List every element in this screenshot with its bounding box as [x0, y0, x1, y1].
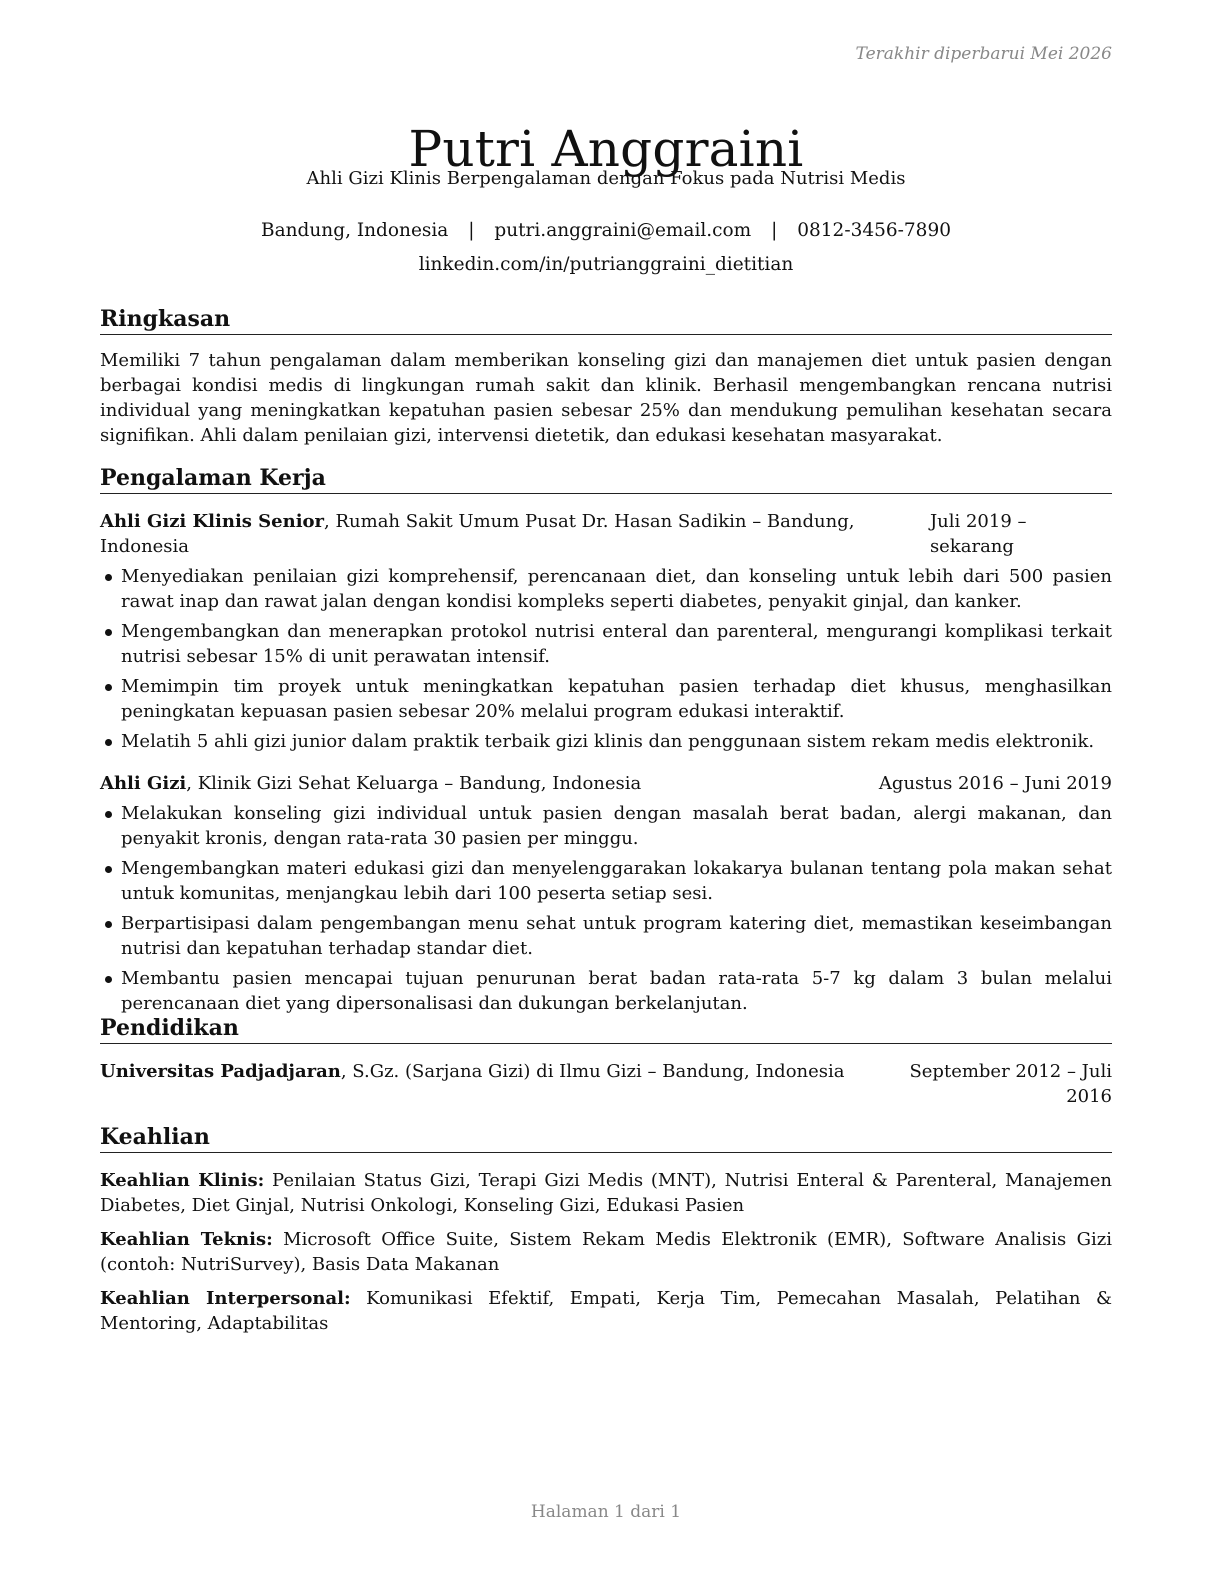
resume-page [100, 0, 1112, 1584]
skill-label: Keahlian Interpersonal: [100, 1288, 351, 1309]
job-bullet: Membantu pasien mencapai tujuan penurunan berat badan rata-rata 5-7 kg dalam 3 bulan melalui perencanaan diet yang dipersonalisasi dan dukungan berkelanjutan. [100, 966, 1112, 1016]
degree: , S.Gz. (Sarjana Gizi) di Ilmu Gizi – Bandung, Indonesia [340, 1061, 845, 1082]
last-updated-note: Terakhir diperbarui Mei 2026 [855, 44, 1112, 64]
skills-section [100, 1123, 1112, 1345]
phone-number: 0812-3456-7890 [797, 220, 951, 241]
contact-line [100, 220, 1112, 241]
contact-separator: | [771, 220, 778, 241]
job-organization: , Rumah Sakit Umum Pusat Dr. Hasan Sadikin – Bandung, Indonesia [100, 511, 855, 557]
job-bullet: Memimpin tim proyek untuk meningkatkan kepatuhan pasien terhadap diet khusus, menghasilkan peningkatan kepuasan pasien sebesar 20% melalui program edukasi interaktif. [100, 674, 1112, 724]
skill-list: Penilaian Status Gizi, Terapi Gizi Medis (MNT), Nutrisi Enteral & Parenteral, Manajemen Diabetes, Diet Ginjal, Nutrisi Onkologi, Konseling Gizi, Edukasi Pasien [100, 1170, 1113, 1216]
email-link[interactable]: putri.anggraini@email.com [494, 220, 752, 241]
job-entry [100, 509, 1112, 754]
job-bullet: Melatih 5 ahli gizi junior dalam praktik terbaik gizi klinis dan penggunaan sistem rekam medis elektronik. [100, 729, 1112, 754]
skill-group-clinical [100, 1168, 1112, 1218]
section-title-experience: Pengalaman Kerja [100, 464, 1112, 494]
experience-section [100, 464, 1112, 1021]
job-organization: , Klinik Gizi Sehat Keluarga – Bandung, Indonesia [186, 773, 642, 794]
linkedin-link[interactable]: linkedin.com/in/putrianggraini_dietitian [418, 254, 794, 275]
job-entry [100, 771, 1112, 1016]
job-dates: Agustus 2016 – Juni 2019 [878, 773, 1112, 794]
job-dates: Juli 2019 – sekarang [929, 511, 1027, 557]
job-bullet: Mengembangkan materi edukasi gizi dan menyelenggarakan lokakarya bulanan tentang pola makan sehat untuk komunitas, menjangkau lebih dari 100 peserta setiap sesi. [100, 856, 1112, 906]
skill-list: Microsoft Office Suite, Sistem Rekam Medis Elektronik (EMR), Software Analisis Gizi (contoh: NutriSurvey), Basis Data Makanan [100, 1229, 1112, 1275]
section-title-education: Pendidikan [100, 1014, 1112, 1044]
location: Bandung, Indonesia [261, 220, 449, 241]
candidate-name: Putri Anggraini [408, 119, 804, 178]
summary-text: Memiliki 7 tahun pengalaman dalam memberikan konseling gizi dan manajemen diet untuk pasien dengan berbagai kondisi medis di lingkungan rumah sakit dan klinik. Berhasil mengembangkan rencana nutrisi individual yang meningkatkan kepatuhan pasien sebesar 25% dan mendukung pemulihan kesehatan secara signifikan. Ahli dalam penilaian gizi, intervensi dietetik, dan edukasi kesehatan masyarakat. [100, 350, 1112, 446]
school-name: Universitas Padjadjaran [100, 1061, 341, 1082]
job-role: Ahli Gizi Klinis Senior [100, 511, 325, 532]
job-bullet: Menyediakan penilaian gizi komprehensif, perencanaan diet, dan konseling untuk lebih dari 500 pasien rawat inap dan rawat jalan dengan kondisi kompleks seperti diabetes, penyakit ginjal, dan kanker. [100, 564, 1112, 614]
education-dates: September 2012 – Juli 2016 [909, 1061, 1112, 1107]
job-bullet: Berpartisipasi dalam pengembangan menu sehat untuk program katering diet, memastikan keseimbangan nutrisi dan kepatuhan terhadap standar diet. [100, 911, 1112, 961]
job-header [100, 509, 1112, 559]
section-title-summary: Ringkasan [100, 305, 1112, 335]
job-bullets [100, 801, 1112, 1016]
job-header [100, 771, 1112, 796]
skill-label: Keahlian Klinis: [100, 1170, 265, 1191]
page-number: Halaman 1 dari 1 [530, 1502, 682, 1522]
job-bullets [100, 564, 1112, 754]
education-entry [100, 1059, 1112, 1109]
skill-group-technical [100, 1227, 1112, 1277]
section-title-skills: Keahlian [100, 1123, 1112, 1153]
contact-separator: | [468, 220, 475, 241]
candidate-headline: Ahli Gizi Klinis Berpengalaman dengan Fokus pada Nutrisi Medis [306, 168, 906, 189]
job-bullet: Melakukan konseling gizi individual untuk pasien dengan masalah berat badan, alergi makanan, dan penyakit kronis, dengan rata-rata 30 pasien per minggu. [100, 801, 1112, 851]
education-section [100, 1014, 1112, 1109]
job-role: Ahli Gizi [100, 773, 187, 794]
job-bullet: Mengembangkan dan menerapkan protokol nutrisi enteral dan parenteral, mengurangi komplikasi terkait nutrisi sebesar 15% di unit perawatan intensif. [100, 619, 1112, 669]
skill-group-interpersonal [100, 1286, 1112, 1336]
summary-section [100, 305, 1112, 448]
skill-list: Komunikasi Efektif, Empati, Kerja Tim, Pemecahan Masalah, Pelatihan & Mentoring, Adaptabilitas [100, 1288, 1112, 1334]
skill-label: Keahlian Teknis: [100, 1229, 273, 1250]
